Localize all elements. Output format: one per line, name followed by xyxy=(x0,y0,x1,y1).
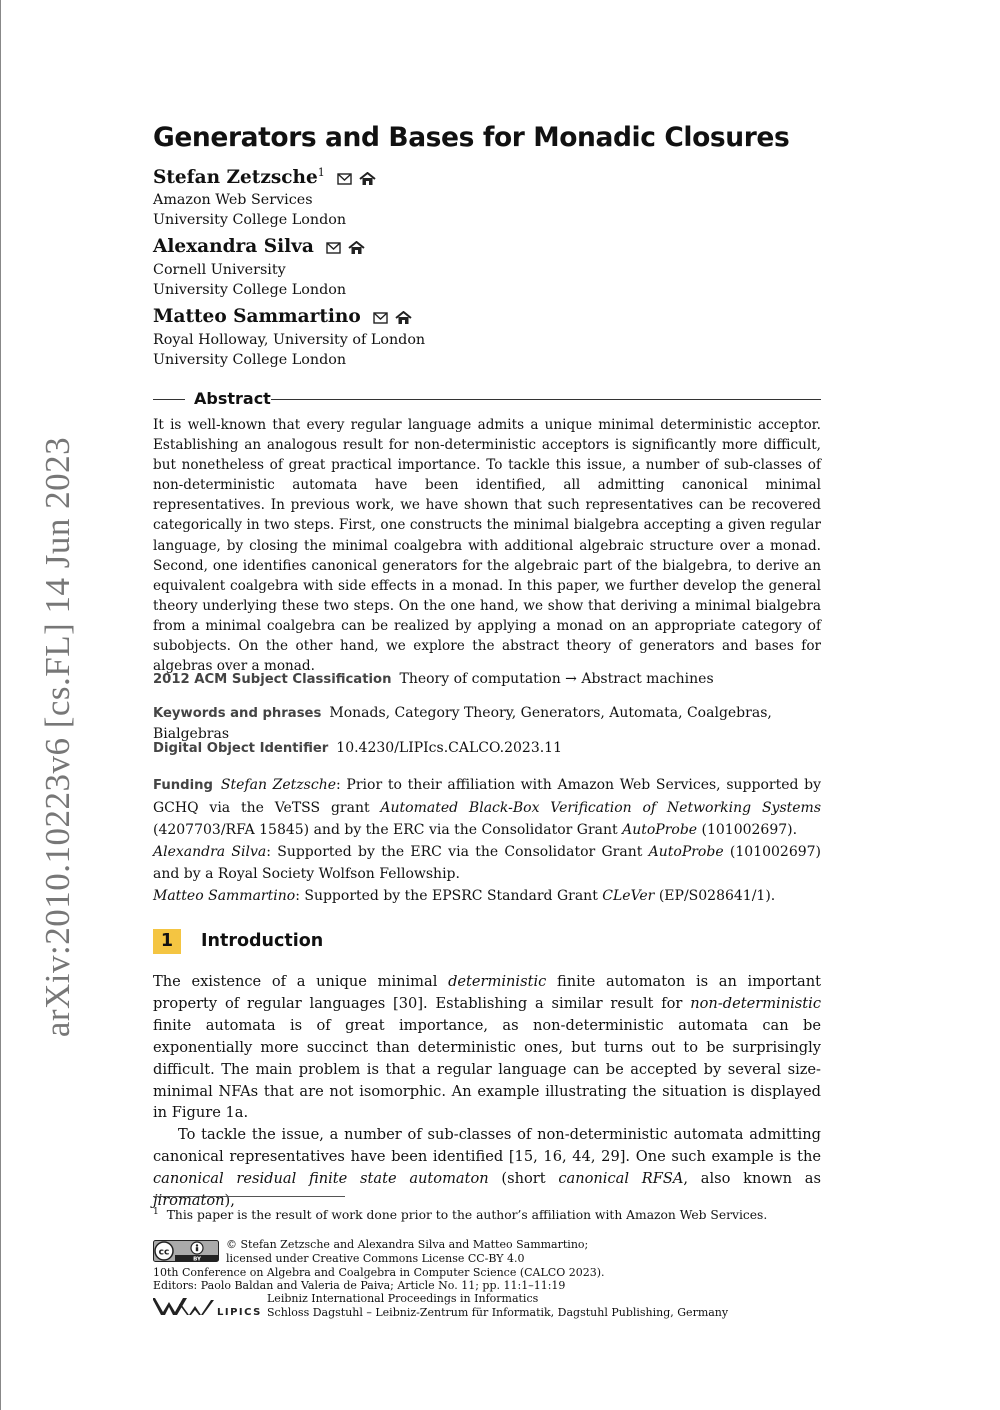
abstract-text: It is well-known that every regular language admits a unique minimal deterministic acceptor. Establishing an analogous result for non-deterministic acceptors is significantly more difficult, but nonetheless of great practical importance. To tackle this issue, a number of sub-classes of non-deterministic automata have been identified, all admitting canonical minimal representatives. In previous work, we have shown that such representatives can be recovered categorically in two steps. First, one constructs the minimal bialgebra accepting a given regular language, by closing the minimal coalgebra with additional algebraic structure over a monad. Second, one identifies canonical generators for the algebraic part of the bialgebra, to derive an equivalent coalgebra with side effects in a monad. In this paper, we further develop the general theory underlying these two steps. On the one hand, we show that deriving a minimal bialgebra from a minimal coalgebra can be realized by applying a monad on an appropriate category of subobjects. On the other hand, we explore the abstract theory of generators and bases for algebras over a monad. xyxy=(153,417,821,675)
paragraph: To tackle the issue, a number of sub-classes of non-deterministic automata admitting canonical representatives have been identified [15, 16, 44, 29]. One such example is the canonical residual finite state automaton (short canonical RFSA, also known as jiromaton), xyxy=(153,1126,821,1210)
divider xyxy=(153,399,185,400)
author-affiliation: Royal Holloway, University of London University College London xyxy=(153,332,426,368)
section-title: Introduction xyxy=(201,931,324,951)
mail-icon[interactable] xyxy=(337,173,352,185)
lipics-logo-text: LIPICS xyxy=(217,1307,262,1316)
doi: Digital Object Identifier 10.4230/LIPIcs.CALCO.2023.11 xyxy=(153,740,562,756)
editors-line: Editors: Paolo Baldan and Valeria de Paiva; Article No. 11; pp. 11:1–11:19 xyxy=(153,1279,566,1292)
cc-badge-text: cc xyxy=(158,1247,170,1258)
section-heading xyxy=(153,929,323,955)
mail-icon[interactable] xyxy=(326,242,341,254)
home-icon[interactable] xyxy=(395,311,412,325)
footnote-rule xyxy=(153,1196,345,1197)
author-name: Stefan Zetzsche$^1$ xyxy=(153,166,376,189)
footnote: $^1$ This paper is the result of work done prior to the author’s affiliation with Amazon Web Services. xyxy=(153,1207,768,1223)
home-icon[interactable] xyxy=(359,172,376,186)
series-text: Leibniz International Proceedings in Informatics Schloss Dagstuhl – Leibniz-Zentrum für Informatik, Dagstuhl Publishing, Germany xyxy=(267,1292,729,1319)
author-affiliation: Amazon Web Services University College London xyxy=(153,192,347,228)
author-name: Matteo Sammartino xyxy=(153,306,412,328)
acm-classification: 2012 ACM Subject Classification Theory of computation → Abstract machines xyxy=(153,671,714,687)
author-name: Alexandra Silva xyxy=(153,236,365,258)
cc-by-badge[interactable] xyxy=(153,1240,219,1262)
by-badge-text: BY xyxy=(193,1256,201,1262)
funding-entry: Matteo Sammartino: Supported by the EPSRC Standard Grant CLeVer (EP/S028641/1). xyxy=(153,888,776,904)
keywords: Keywords and phrases Monads, Category Theory, Generators, Automata, Coalgebras, Bialgebras xyxy=(153,705,772,742)
license-text: © Stefan Zetzsche and Alexandra Silva and Matteo Sammartino; licensed under Creative Commons License CC-BY 4.0 xyxy=(226,1238,589,1265)
home-icon[interactable] xyxy=(348,241,365,255)
funding xyxy=(153,774,821,907)
lipics-logo[interactable] xyxy=(153,1294,263,1316)
conference-line: 10th Conference on Algebra and Coalgebra in Computer Science (CALCO 2023). xyxy=(153,1266,605,1279)
mail-icon[interactable] xyxy=(373,312,388,324)
funding-entry: Alexandra Silva: Supported by the ERC via the Consolidator Grant AutoProbe (101002697) and by a Royal Society Wolfson Fellowship. xyxy=(153,844,822,882)
page-edge xyxy=(0,0,1,1410)
abstract-heading: Abstract xyxy=(153,389,821,409)
doi-link[interactable]: 10.4230/LIPIcs.CALCO.2023.11 xyxy=(336,740,562,756)
funding-entry: Funding Stefan Zetzsche: Prior to their affiliation with Amazon Web Services, supported by GCHQ via the VeTSS grant Automated Black-Box Verification of Networking Systems (4207703/RFA 15845) and by the ERC via the Consolidator Grant AutoProbe (101002697). xyxy=(153,777,822,838)
author-affiliation: Cornell University University College London xyxy=(153,262,347,298)
paragraph: The existence of a unique minimal deterministic finite automaton is an important property of regular languages [30]. Establishing a similar result for non-deterministic finite automata is of great importance, as non-deterministic automata can be exponentially more succinct than deterministic ones, but turns out to be surprisingly difficult. The main problem is that a regular language can be accepted by several size-minimal NFAs that are not isomorphic. An example illustrating the situation is displayed in Figure 1a. xyxy=(153,973,821,1122)
paper-title: Generators and Bases for Monadic Closures xyxy=(153,122,790,153)
arxiv-stamp: arXiv:2010.10223v6 [cs.FL] 14 Jun 2023 xyxy=(38,436,77,1038)
divider xyxy=(271,399,821,400)
body-text xyxy=(153,971,821,1212)
section-number: 1 xyxy=(153,929,181,954)
